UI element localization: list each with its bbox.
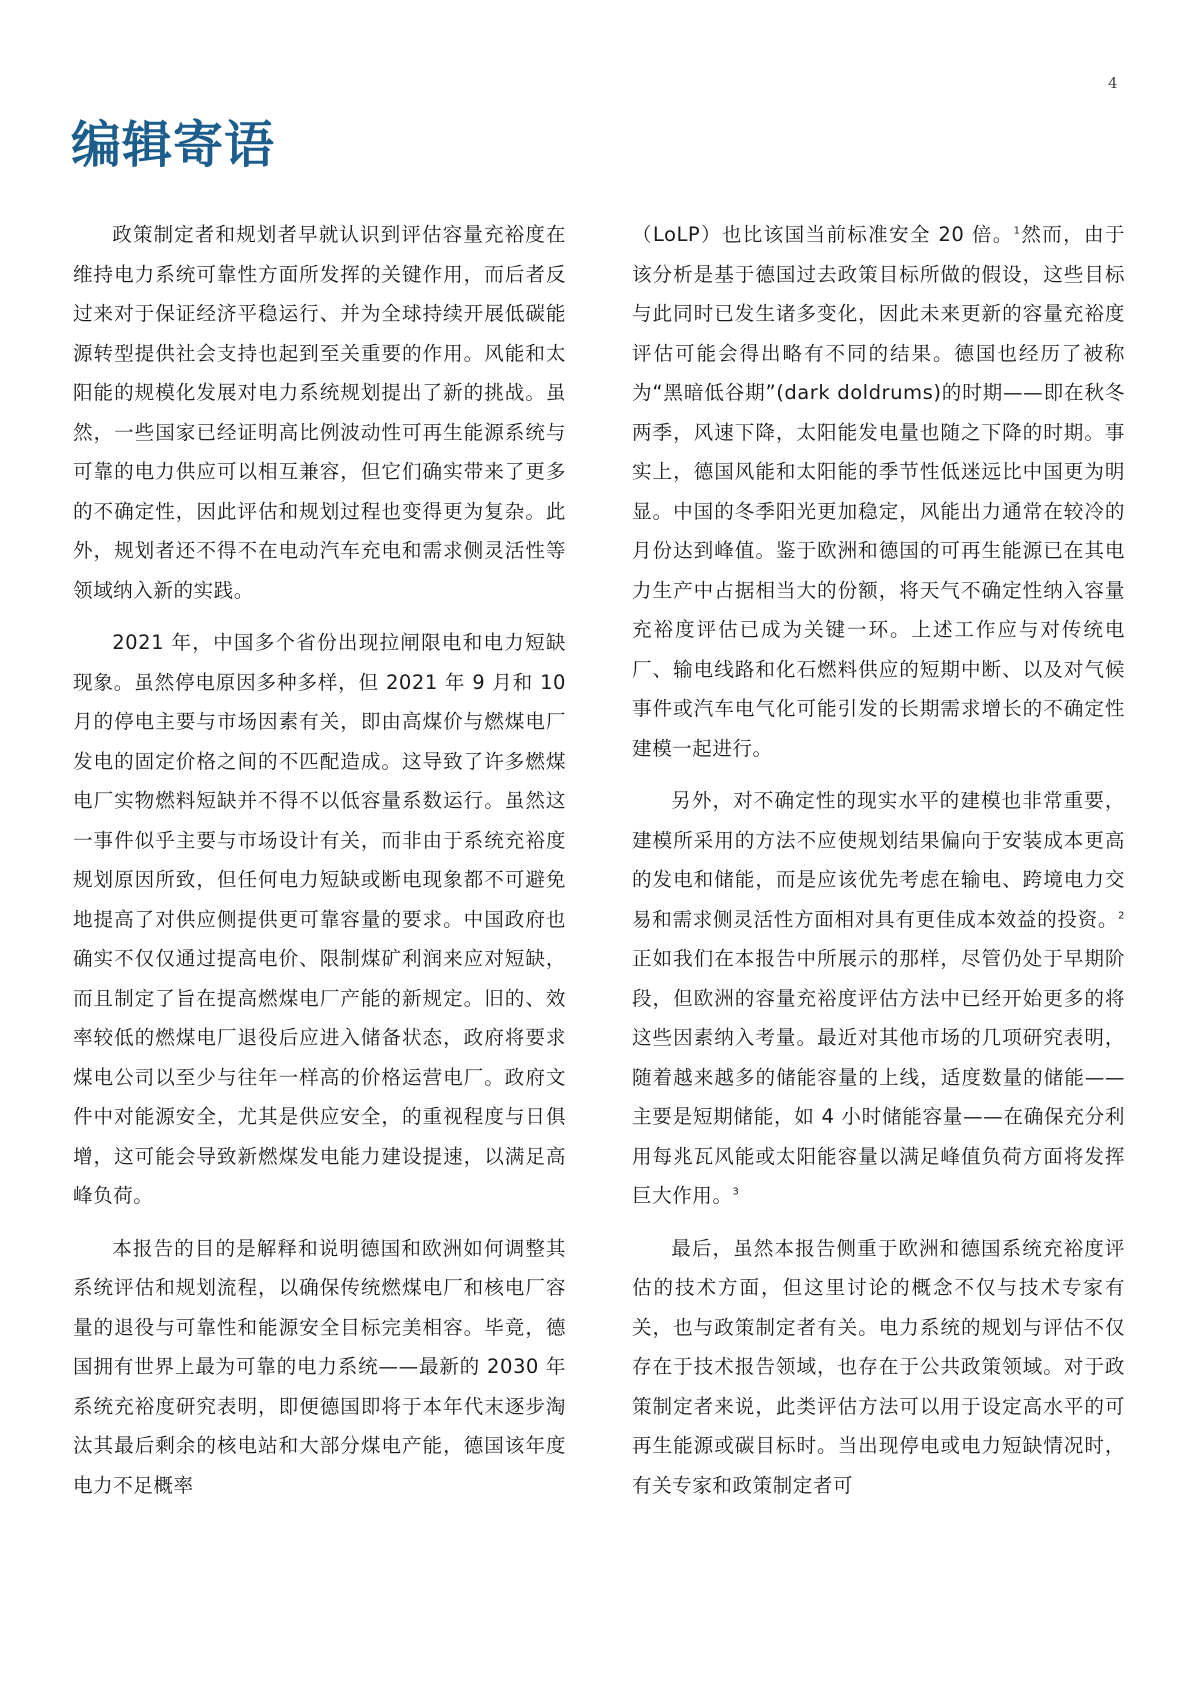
paragraph-conclusion: 最后，虽然本报告侧重于欧洲和德国系统充裕度评估的技术方面，但这里讨论的概念不仅与技术专家有关，也与政策制定者有关。电力系统的规划与评估不仅存在于技术报告领域，也存在于公共政策领域。对于政策制定者来说，此类评估方法可以用于设定高水平的可再生能源或碳目标时。当出现停电或电力短缺情况时，有关专家和政策制定者可	[632, 1236, 1125, 1497]
footnote-ref-1: 1	[1013, 225, 1021, 237]
left-column	[73, 215, 566, 1518]
paragraph-policy-intro: 政策制定者和规划者早就认识到评估容量充裕度在维持电力系统可靠性方面所发挥的关键作用，而后者反过来对于保证经济平稳运行、并为全球持续开展低碳能源转型提供社会支持也起到至关重要的作用。风能和太阳能的规模化发展对电力系统规划提出了新的挑战。虽然，一些国家已经证明高比例波动性可再生能源系统与可靠的电力供应可以相互兼容，但它们确实带来了更多的不确定性，因此评估和规划过程也变得更为复杂。此外，规划者还不得不在电动汽车充电和需求侧灵活性等领域纳入新的实践。	[73, 223, 566, 602]
paragraph-report-purpose: 本报告的目的是解释和说明德国和欧洲如何调整其系统评估和规划流程，以确保传统燃煤电厂和核电厂容量的退役与可靠性和能源安全目标完美相容。毕竟，德国拥有世界上最为可靠的电力系统——最新的 2030 年系统充裕度研究表明，即便德国即将于本年代末逐步淘汰其最后剩余的核电站和大部分煤电产能，德国该年度电力不足概率	[73, 1236, 566, 1497]
footnote-ref-3: 3	[732, 1186, 740, 1198]
footnote-ref-2: 2	[1118, 909, 1125, 921]
paragraph-china-2021: 2021 年，中国多个省份出现拉闸限电和电力短缺现象。虽然停电原因多种多样，但 2021 年 9 月和 10 月的停电主要与市场因素有关，即由高煤价与燃煤电厂发电的固定价格之间的不匹配造成。这导致了许多燃煤电厂实物燃料短缺并不得不以低容量系数运行。虽然这一事件似乎主要与市场设计有关，而非由于系统充裕度规划原因所致，但任何电力短缺或断电现象都不可避免地提高了对供应侧提供更可靠容量的要求。中国政府也确实不仅仅通过提高电价、限制煤矿利润来应对短缺，而且制定了旨在提高燃煤电厂产能的新规定。旧的、效率较低的燃煤电厂退役后应进入储备状态，政府将要求煤电公司以至少与往年一样高的价格运营电厂。政府文件中对能源安全，尤其是供应安全，的重视程度与日俱增，这可能会导致新燃煤发电能力建设提速，以满足高峰负荷。	[73, 631, 566, 1207]
page-number: 4	[1108, 74, 1118, 92]
paragraph-uncertainty-modeling	[632, 781, 1125, 1216]
text-segment: （LoLP）也比该国当前标准安全 20 倍。	[632, 223, 1014, 246]
right-column	[632, 215, 1125, 1518]
text-segment: 然而，由于该分析是基于德国过去政策目标所做的假设，这些目标与此同时已发生诸多变化，因此未来更新的容量充裕度评估可能会得出略有不同的结果。德国也经历了被称为“黑暗低谷期”(dark doldrums)的时期——即在秋冬两季，风速下降，太阳能发电量也随之下降的时期。事实上，德国风能和太阳能的季节性低迷远比中国更为明显。中国的冬季阳光更加稳定，风能出力通常在较冷的月份达到峰值。鉴于欧洲和德国的可再生能源已在其电力生产中占据相当大的份额，将天气不确定性纳入容量充裕度评估已成为关键一环。上述工作应与对传统电厂、输电线路和化石燃料供应的短期中断、以及对气候事件或汽车电气化可能引发的长期需求增长的不确定性建模一起进行。	[632, 223, 1125, 760]
text-segment: 另外，对不确定性的现实水平的建模也非常重要，建模所采用的方法不应使规划结果偏向于安装成本更高的发电和储能，而是应该优先考虑在输电、跨境电力交易和需求侧灵活性方面相对具有更佳成本效益的投资。	[632, 789, 1125, 931]
paragraph-lolp-continued	[632, 215, 1125, 768]
page-title: 编辑寄语	[71, 116, 275, 174]
text-segment: 正如我们在本报告中所展示的那样，尽管仍处于早期阶段，但欧洲的容量充裕度评估方法中已经开始更多的将这些因素纳入考量。最近对其他市场的几项研究表明，随着越来越多的储能容量的上线，适度数量的储能——主要是短期储能，如 4 小时储能容量——在确保充分利用每兆瓦风能或太阳能容量以满足峰值负荷方面将发挥巨大作用。	[632, 947, 1125, 1207]
